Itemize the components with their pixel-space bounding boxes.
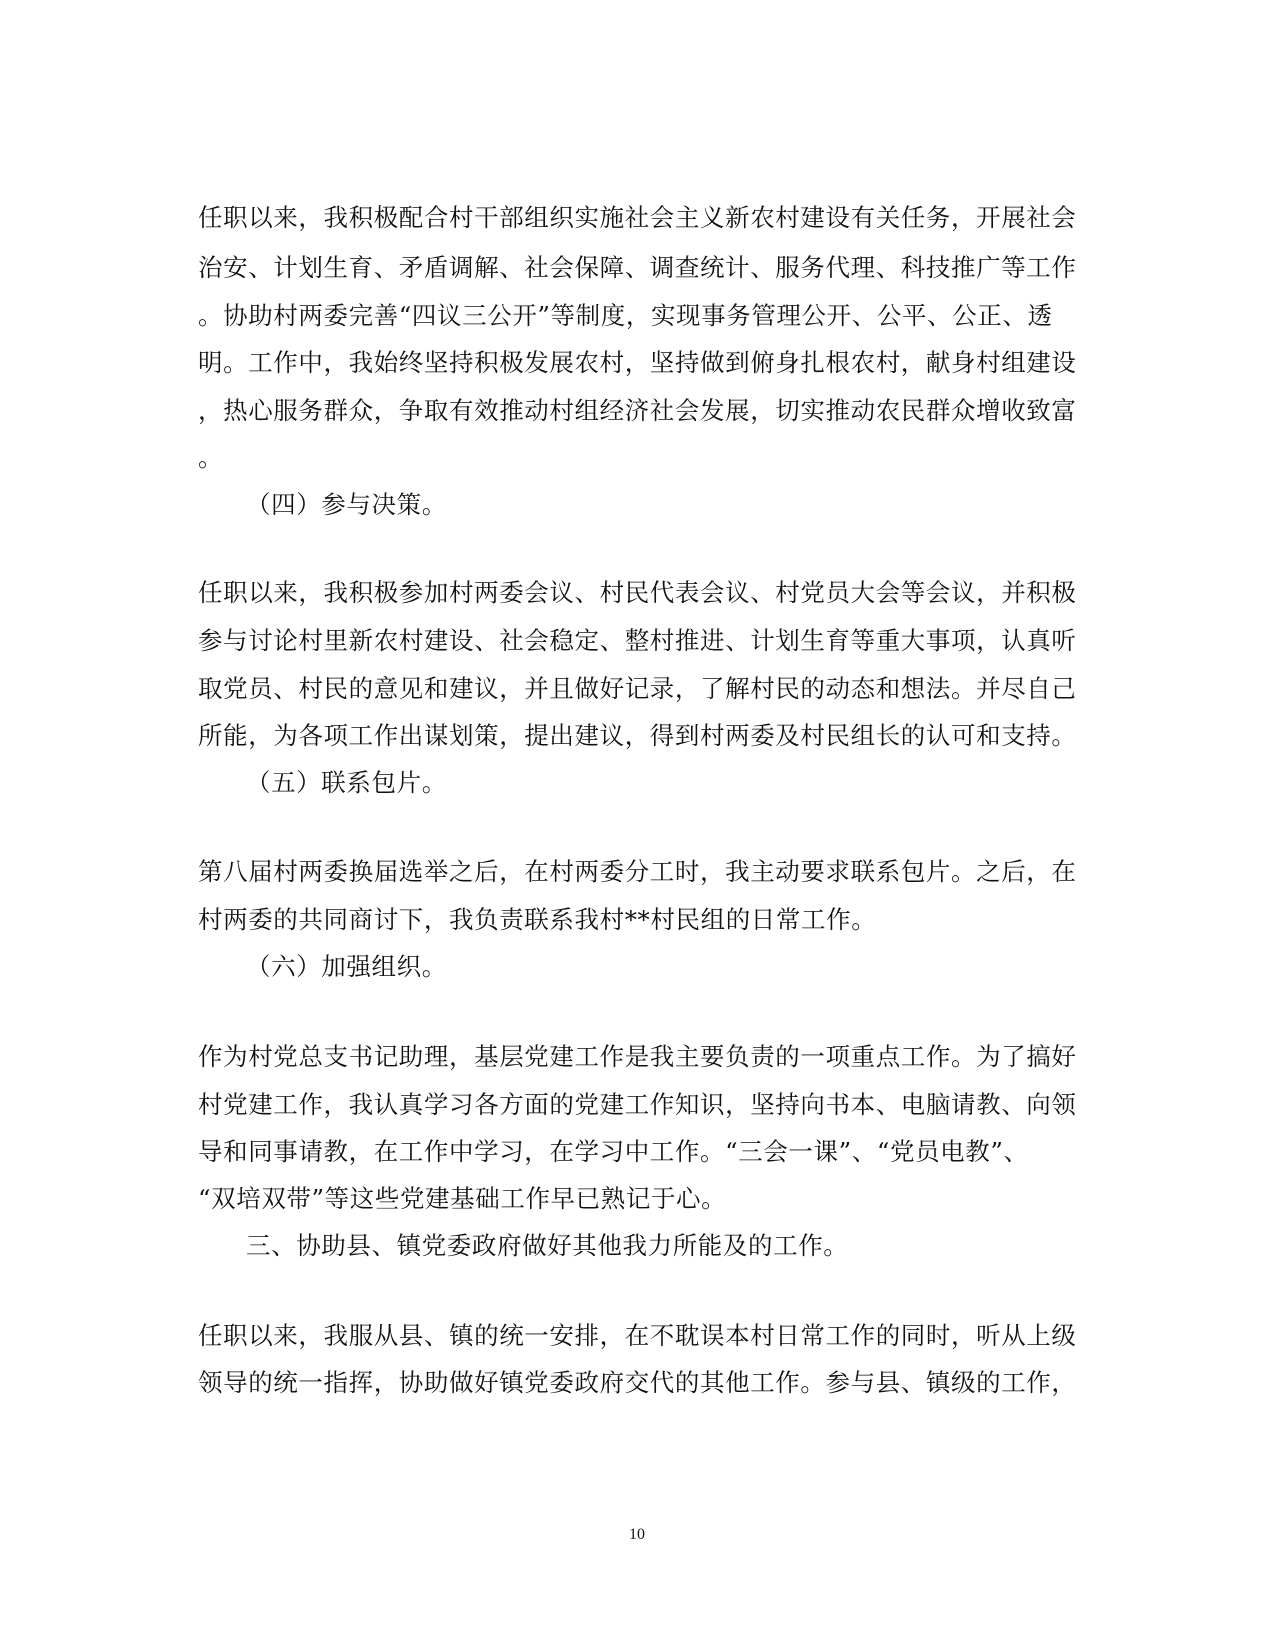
paragraph-line: 参与讨论村里新农村建设、社会稳定、整村推进、计划生育等重大事项，认真听: [198, 626, 1077, 655]
paragraph-line: 任职以来，我服从县、镇的统一安排，在不耽误本村日常工作的同时，听从上级: [198, 1321, 1077, 1350]
section-heading: 三、协助县、镇党委政府做好其他我力所能及的工作。: [246, 1231, 849, 1260]
page-number: 10: [629, 1526, 645, 1543]
section-heading: （五）联系包片。: [246, 768, 447, 797]
paragraph-line: ，热心服务群众，争取有效推动村组经济社会发展，切实推动农民群众增收致富: [198, 396, 1077, 425]
paragraph-line: 治安、计划生育、矛盾调解、社会保障、调查统计、服务代理、科技推广等工作: [198, 253, 1077, 282]
paragraph-line: 村两委的共同商讨下，我负责联系我村**村民组的日常工作。: [198, 905, 877, 934]
section-heading: （四）参与决策。: [246, 490, 447, 519]
paragraph-line: 。: [198, 443, 224, 472]
paragraph-line: 作为村党总支书记助理，基层党建工作是我主要负责的一项重点工作。为了搞好: [198, 1042, 1077, 1071]
paragraph-line: 导和同事请教，在工作中学习，在学习中工作。“三会一课”、“党员电教”、: [198, 1137, 1029, 1166]
paragraph-line: 任职以来，我积极参加村两委会议、村民代表会议、村党员大会等会议，并积极: [198, 578, 1077, 607]
paragraph-line: 明。工作中，我始终坚持积极发展农村，坚持做到俯身扎根农村，献身村组建设: [198, 348, 1077, 377]
paragraph-line: 。协助村两委完善“四议三公开”等制度，实现事务管理公开、公平、公正、透: [198, 301, 1053, 330]
paragraph-line: 取党员、村民的意见和建议，并且做好记录，了解村民的动态和想法。并尽自己: [198, 674, 1077, 703]
paragraph-line: 所能，为各项工作出谋划策，提出建议，得到村两委及村民组长的认可和支持。: [198, 721, 1077, 750]
paragraph-line: 村党建工作，我认真学习各方面的党建工作知识，坚持向书本、电脑请教、向领: [198, 1090, 1077, 1119]
paragraph-line: 领导的统一指挥，协助做好镇党委政府交代的其他工作。参与县、镇级的工作，: [198, 1368, 1077, 1397]
paragraph-line: 任职以来，我积极配合村干部组织实施社会主义新农村建设有关任务，开展社会: [198, 203, 1077, 232]
paragraph-line: “双培双带”等这些党建基础工作早已熟记于心。: [198, 1184, 727, 1213]
paragraph-line: 第八届村两委换届选举之后，在村两委分工时，我主动要求联系包片。之后，在: [198, 857, 1077, 886]
section-heading: （六）加强组织。: [246, 952, 447, 981]
